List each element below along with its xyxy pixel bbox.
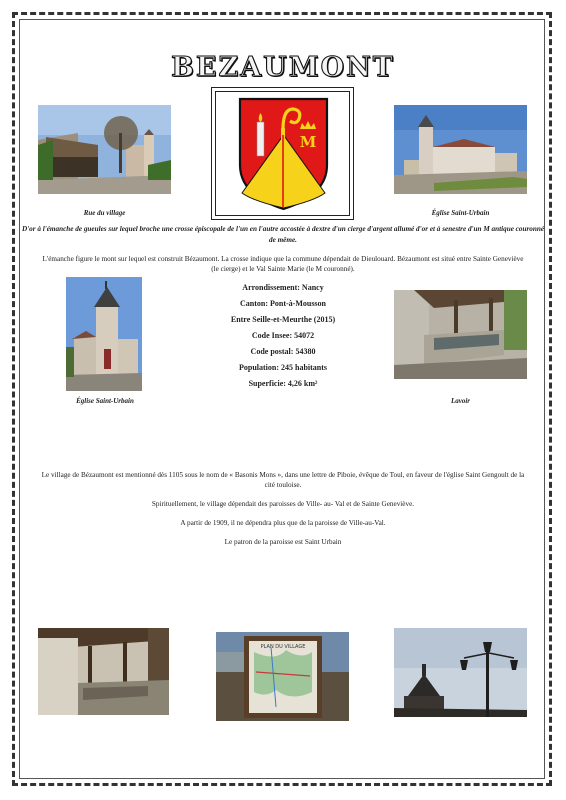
commune-info [200,280,366,392]
photo-eglise-saint-urbain-top [394,105,527,194]
history-paragraph-2: Spirituellement, le village dépendait des paroisses de Ville- au- Val et de Sainte Geneviève. [151,500,415,508]
caption-lavoir: Lavoir [450,397,471,405]
info-code-insee: Code Insee: 54072 [251,331,315,340]
photo-clocher-lampadaire [394,628,527,717]
info-entre: Entre Seille-et-Meurthe (2015) [230,315,336,324]
coat-of-arms-frame [211,87,354,220]
svg-text:M: M [299,133,317,151]
info-population: Population: 245 habitants [238,363,328,372]
caption-eglise-saint-urbain-top: Église Saint-Urbain [431,209,490,217]
photo-lavoir [394,290,527,379]
page-title: BEZAUMONT [171,52,395,83]
info-code-postal: Code postal: 54380 [250,347,316,356]
emanche-explanation: L'émanche figure le mont sur lequel est construit Bézaumont. La crosse indique que la commune dépendait de Dieulouard. Bézaumont est situé entre Sainte Geneviève (le cierge) et le Val Sainte Marie (le M couronné). [42,255,524,273]
info-superficie: Superficie: 4,26 km² [248,379,318,388]
coat-of-arms-shield [236,95,331,213]
svg-text:PLAN DU VILLAGE: PLAN DU VILLAGE [260,644,306,650]
photo-lavoir-bottom [38,628,169,715]
info-canton: Canton: Pont-à-Mousson [239,299,326,308]
blazon-description: D'or à l'émanche de gueules sur lequel broche une crosse épiscopale de l'un en l'autre accostée à dextre d'un cierge d'argent allumé d'or et à senestre d'un M antique couronné de même. [21,225,545,244]
photo-eglise-saint-urbain-mid [66,277,142,391]
info-arrondissement: Arrondissement: Nancy [242,283,324,292]
photo-rue-du-village [38,105,171,194]
history-paragraph-1: Le village de Bézaumont est mentionné dès 1105 sous le nom de « Basonis Mons », dans une lettre de Piboie, évêque de Toul, en faveur de l'église Saint Gengoult de la cité touloise. [41,471,525,489]
caption-eglise-saint-urbain-mid: Église Saint-Urbain [76,397,134,405]
history-paragraph-4: Le patron de la paroisse est Saint Urbain [224,538,342,546]
caption-rue-du-village: Rue du village [83,209,126,217]
history-paragraph-3: A partir de 1909, il ne dépendra plus que de la paroisse de Ville-au-Val. [180,519,386,527]
photo-plan-du-village [216,632,349,721]
